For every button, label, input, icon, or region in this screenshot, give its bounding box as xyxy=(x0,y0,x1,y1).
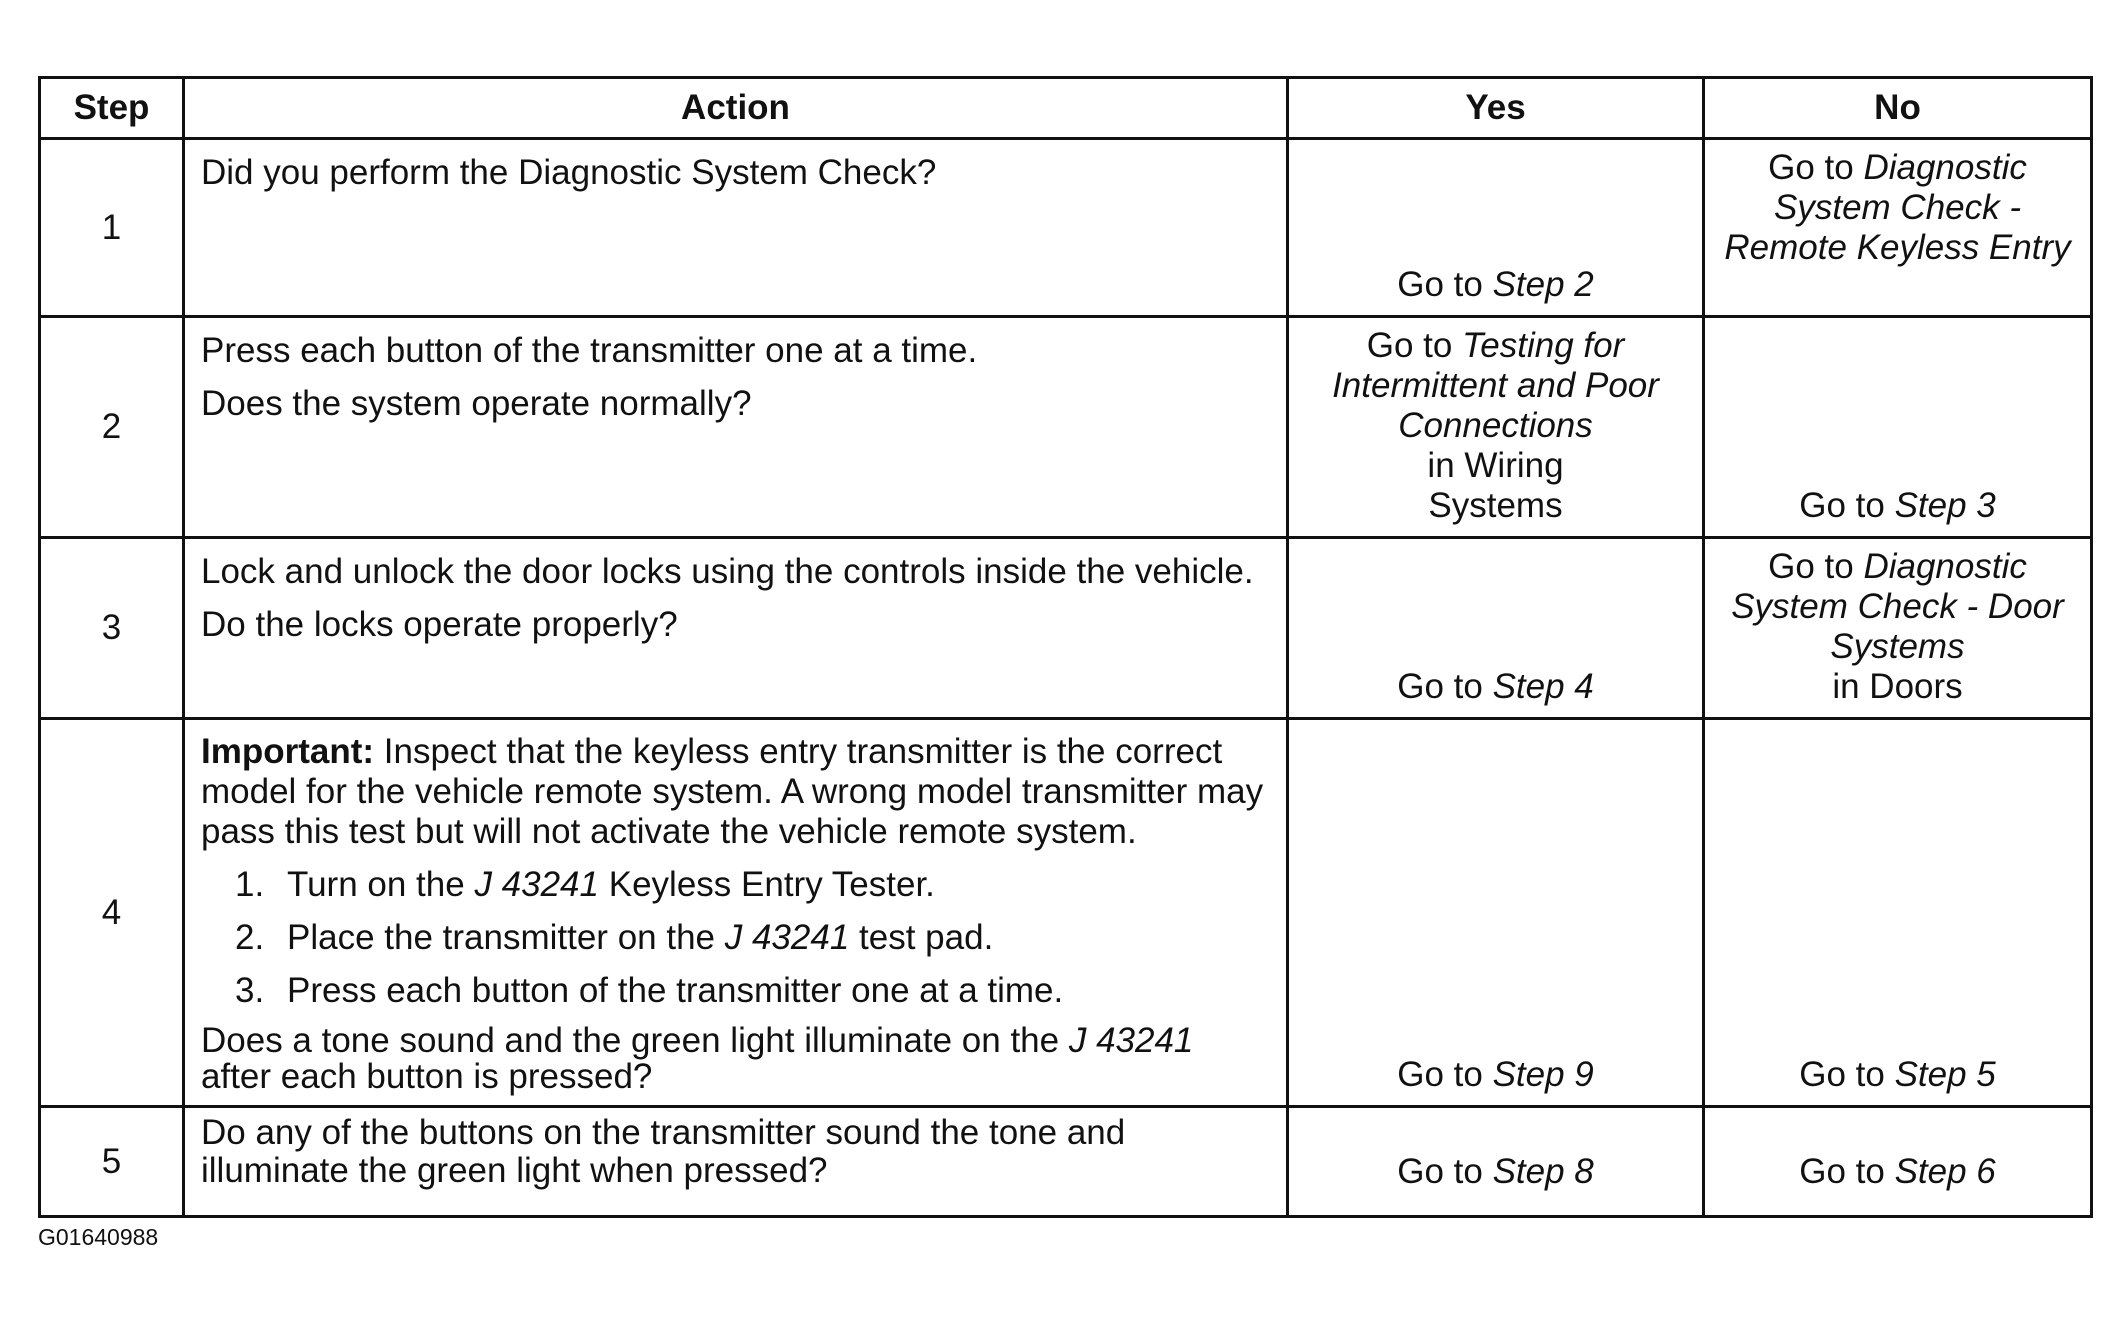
table-row xyxy=(40,719,2092,1107)
no-cell xyxy=(1704,139,2092,317)
table-row xyxy=(40,538,2092,719)
header-no: No xyxy=(1704,78,2092,139)
no-link[interactable]: Diagnostic System Check - Remote Keyless Entry xyxy=(1724,148,2071,267)
table-row xyxy=(40,317,2092,538)
action-question xyxy=(201,1023,1272,1095)
step-number: 1 xyxy=(40,139,184,317)
yes-cell xyxy=(1288,719,1704,1107)
header-row xyxy=(40,78,2092,139)
action-text: Did you perform the Diagnostic System Check? xyxy=(201,153,937,192)
tool-reference[interactable]: J 43241 xyxy=(474,865,599,904)
no-prefix: Go to xyxy=(1768,148,1854,187)
substep-text: Place the transmitter on the xyxy=(287,918,715,957)
question-text: Does a tone sound and the green light illuminate on the xyxy=(201,1021,1060,1060)
no-link[interactable]: Step 3 xyxy=(1894,486,1996,525)
substep-number: 3. xyxy=(235,971,265,1010)
yes-cell xyxy=(1288,317,1704,538)
action-text: Press each button of the transmitter one at a time. xyxy=(201,331,978,370)
question-text: after each button is pressed? xyxy=(201,1057,653,1096)
important-text: Inspect that the keyless entry transmitter is the correct model for the vehicle remote system. A wrong model transmitter may pass this test but will not activate the vehicle remote system. xyxy=(201,732,1264,851)
yes-cell xyxy=(1288,538,1704,719)
no-cell xyxy=(1704,538,2092,719)
header-action: Action xyxy=(184,78,1288,139)
substep xyxy=(201,864,1272,905)
step-number: 2 xyxy=(40,317,184,538)
table-row xyxy=(40,1107,2092,1217)
action-text: Lock and unlock the door locks using the controls inside the vehicle. xyxy=(201,552,1254,591)
yes-link[interactable]: Step 8 xyxy=(1492,1151,1594,1191)
substep-text: Press each button of the transmitter one at a time. xyxy=(287,971,1064,1010)
diagnostic-table xyxy=(38,76,2093,1218)
action-text: Do any of the buttons on the transmitter sound the tone and illuminate the green light when pressed? xyxy=(201,1113,1126,1190)
action-question: Do the locks operate properly? xyxy=(201,605,678,644)
yes-prefix: Go to xyxy=(1397,1055,1483,1094)
no-link[interactable]: Diagnostic System Check - Door Systems xyxy=(1731,547,2064,666)
yes-link[interactable]: Step 4 xyxy=(1492,667,1594,706)
step-number: 4 xyxy=(40,719,184,1107)
no-prefix: Go to xyxy=(1799,1055,1885,1094)
action-cell xyxy=(184,1107,1288,1217)
yes-suffix: in Wiring Systems xyxy=(1427,446,1564,525)
no-prefix: Go to xyxy=(1768,547,1854,586)
table-row xyxy=(40,139,2092,317)
substep xyxy=(201,917,1272,958)
no-suffix: in Doors xyxy=(1832,667,1963,706)
important-label: Important: xyxy=(201,732,375,771)
yes-prefix: Go to xyxy=(1397,265,1483,304)
figure-id: G01640988 xyxy=(38,1224,159,1250)
yes-link[interactable]: Step 9 xyxy=(1492,1055,1594,1094)
header-yes: Yes xyxy=(1288,78,1704,139)
yes-prefix: Go to xyxy=(1397,667,1483,706)
header-step: Step xyxy=(40,78,184,139)
yes-cell xyxy=(1288,1107,1704,1217)
substep-number: 2. xyxy=(235,918,265,957)
substep-text: test pad. xyxy=(859,918,994,957)
tool-reference[interactable]: J 43241 xyxy=(724,918,850,957)
yes-cell xyxy=(1288,139,1704,317)
yes-link[interactable]: Step 2 xyxy=(1492,265,1594,304)
no-cell xyxy=(1704,719,2092,1107)
action-question: Does the system operate normally? xyxy=(201,384,752,423)
step-number: 5 xyxy=(40,1107,184,1217)
no-cell xyxy=(1704,1107,2092,1217)
yes-prefix: Go to xyxy=(1397,1151,1483,1191)
tool-reference[interactable]: J 43241 xyxy=(1068,1021,1194,1060)
action-cell xyxy=(184,139,1288,317)
no-prefix: Go to xyxy=(1799,1151,1885,1191)
no-prefix: Go to xyxy=(1799,486,1885,525)
action-cell xyxy=(184,317,1288,538)
substep-text: Turn on the xyxy=(287,865,465,904)
important-note xyxy=(201,732,1272,852)
substep-text: Keyless Entry Tester. xyxy=(608,865,935,904)
yes-link[interactable]: Testing for Intermittent and Poor Connections xyxy=(1332,326,1659,445)
substep xyxy=(201,970,1272,1011)
no-link[interactable]: Step 5 xyxy=(1894,1055,1996,1094)
yes-prefix: Go to xyxy=(1366,326,1453,365)
no-link[interactable]: Step 6 xyxy=(1894,1151,1996,1191)
action-cell xyxy=(184,538,1288,719)
action-cell xyxy=(184,719,1288,1107)
substep-number: 1. xyxy=(235,865,265,904)
no-cell xyxy=(1704,317,2092,538)
step-number: 3 xyxy=(40,538,184,719)
